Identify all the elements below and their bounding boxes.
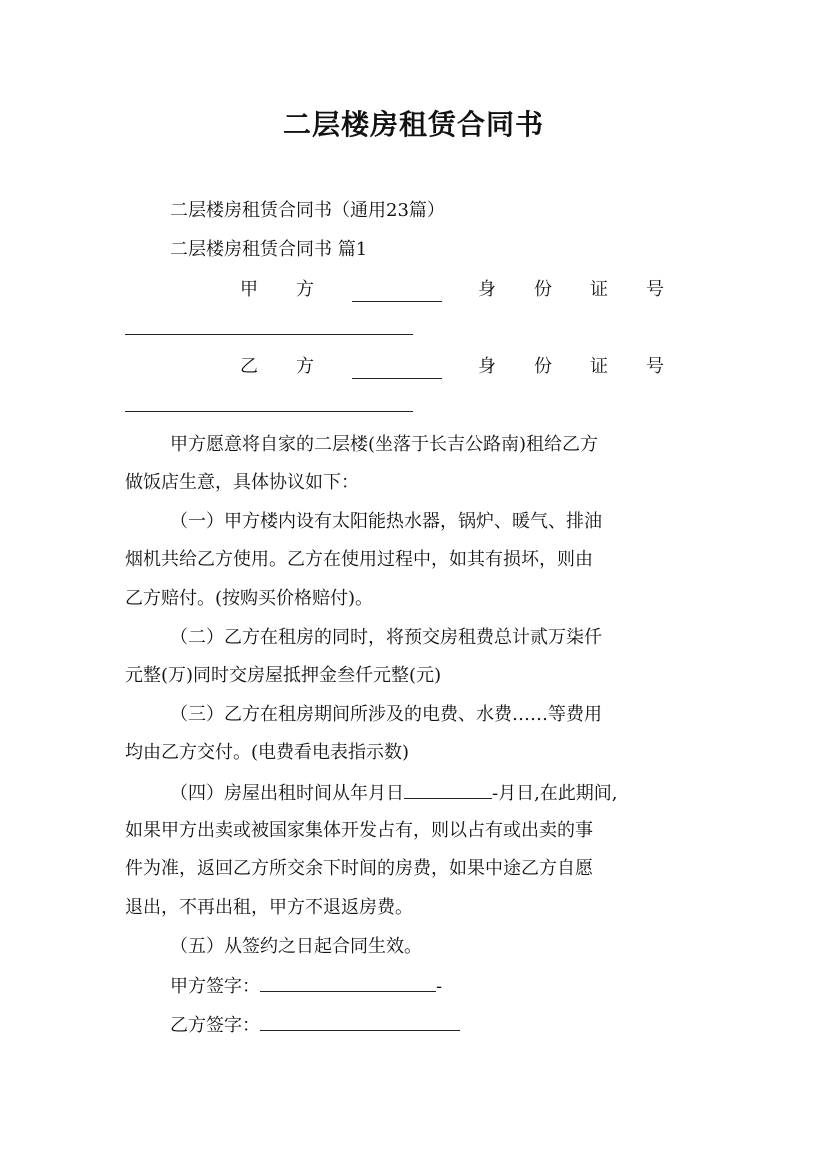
clause-4-line-2: 如果甲方出卖或被国家集体开发占有，则以占有或出卖的事 [125, 820, 593, 841]
intro-line-2: 做饭店生意，具体协议如下： [125, 472, 359, 493]
signature-a-suffix: - [436, 976, 443, 997]
clause-4-line-4: 退出，不再出租，甲方不退返房费。 [125, 897, 413, 918]
section-heading: 二层楼房租赁合同书 篇1 [170, 239, 368, 260]
rental-period-blank [404, 780, 492, 799]
signature-b-row [170, 1012, 702, 1038]
party-a-id-blank-row [125, 316, 702, 342]
signature-b-blank [260, 1012, 460, 1031]
signature-a-blank [260, 973, 436, 992]
party-a-name-blank [352, 283, 442, 302]
party-b-id-label: 身份证号 [478, 356, 702, 377]
clause-4-line-1 [170, 780, 702, 806]
clause-3-line-1: （三）乙方在租房期间所涉及的电费、水费……等费用 [170, 704, 602, 725]
party-a-id-label: 身份证号 [478, 279, 702, 300]
clause-2-line-2: 元整(万)同时交房屋抵押金叁仟元整(元) [125, 665, 442, 686]
party-b-row [240, 355, 702, 379]
party-a-id-blank [125, 316, 413, 335]
signature-a-label: 甲方签字： [170, 976, 260, 997]
party-b-id-blank [125, 393, 413, 412]
clause-4-line-1-start: （四）房屋出租时间从年月日 [170, 783, 404, 804]
party-b-name-blank [352, 360, 442, 379]
clause-4-line-1-end: -月日,在此期间, [492, 783, 618, 804]
document-subtitle: 二层楼房租赁合同书（通用23篇） [170, 200, 445, 221]
clause-2-line-1: （二）乙方在租房的同时，将预交房租费总计贰万柒仟 [170, 627, 602, 648]
intro-line-1: 甲方愿意将自家的二层楼(坐落于长吉公路南)租给乙方 [170, 434, 599, 455]
document-title: 二层楼房租赁合同书 [282, 108, 544, 141]
clause-3-line-2: 均由乙方交付。(电费看电表指示数) [125, 742, 410, 763]
party-b-label: 乙方 [240, 356, 352, 377]
party-a-row [240, 278, 702, 302]
clause-4-line-3: 件为准，返回乙方所交余下时间的房费，如果中途乙方自愿 [125, 858, 593, 879]
clause-1-line-2: 烟机共给乙方使用。乙方在使用过程中，如其有损坏，则由 [125, 549, 593, 570]
signature-a-row [170, 973, 702, 999]
clause-1-line-1: （一）甲方楼内设有太阳能热水器，锅炉、暖气、排油 [170, 511, 602, 532]
signature-b-label: 乙方签字： [170, 1015, 260, 1036]
party-a-label: 甲方 [240, 279, 352, 300]
party-b-id-blank-row [125, 393, 702, 419]
clause-1-line-3: 乙方赔付。(按购买价格赔付)。 [125, 588, 374, 609]
clause-5-line-1: （五）从签约之日起合同生效。 [170, 936, 422, 957]
